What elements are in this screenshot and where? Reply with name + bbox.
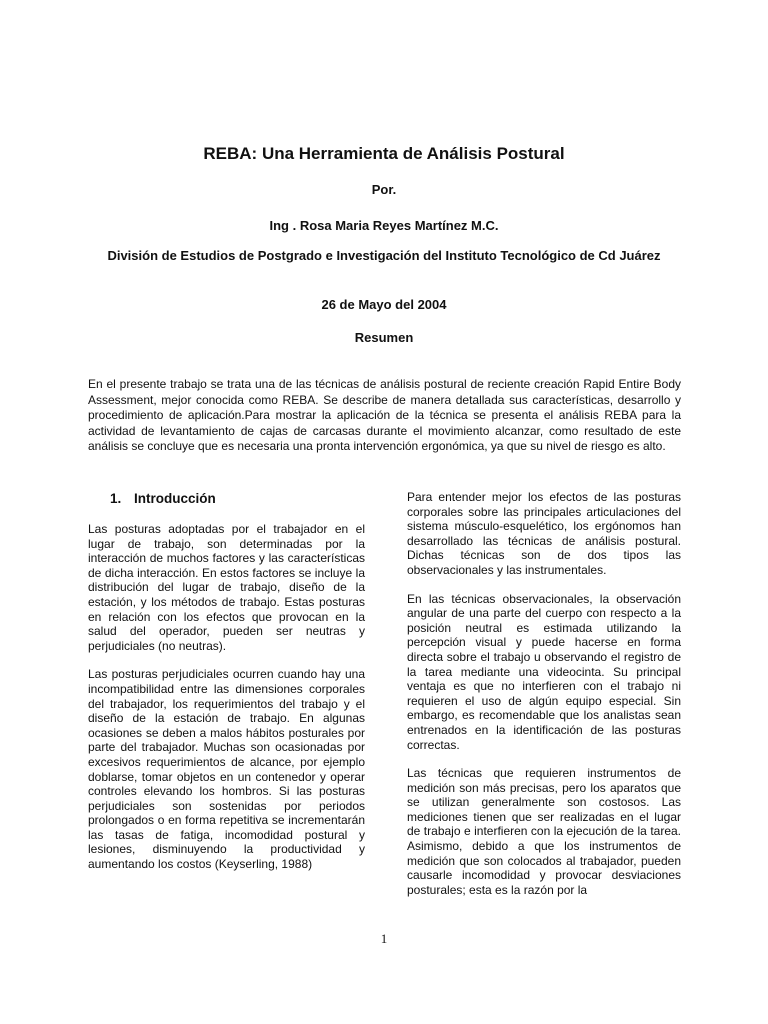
paragraph: En las técnicas observacionales, la observación angular de una parte del cuerpo con respecto a la posición neutral es estimada utilizando la percepción visual y puede hacerse en forma directa sobre el trabajo u observando el registro de la tarea mediante una videocinta. Su principal ventaja es que no interfieren con el trabajo ni requieren el uso de algún equipo especial. Sin embargo, es recomendable que los analistas sean entrenados en la identificación de las posturas correctas. [407,591,681,752]
abstract-heading: Resumen [354,330,414,345]
by-label: Por. [371,182,397,197]
section-heading-introduction [110,491,216,506]
section-number: 1. [110,491,122,506]
right-column [407,490,681,911]
page-number: 1 [380,931,388,946]
left-column [88,522,365,886]
author-affiliation: División de Estudios de Postgrado e Investigación del Instituto Tecnológico de Cd Juárez [107,248,661,263]
section-title: Introducción [134,491,216,506]
paragraph: Para entender mejor los efectos de las posturas corporales sobre las principales articulaciones del sistema músculo-esquelético, los ergónomos han desarrollado las técnicas de análisis postural. Dichas técnicas son de dos tipos las observacionales y las instrumentales. [407,490,681,577]
paragraph: Las posturas adoptadas por el trabajador en el lugar de trabajo, son determinadas por la interacción de muchos factores y las características de dicha interacción. En estos factores se incluye la distribución del lugar de trabajo, diseño de la estación, y los métodos de trabajo. Estas posturas en relación con los efectos que provocan en la salud del operador, pueden ser neutras y perjudiciales (no neutras). [88,522,365,653]
abstract-text: En el presente trabajo se trata una de las técnicas de análisis postural de reciente creación Rapid Entire Body Assessment, mejor conocida como REBA. Se describe de manera detallada sus características, desarrollo y procedimiento de aplicación.Para mostrar la aplicación de la técnica se presenta el análisis REBA para la actividad de levantamiento de cajas de carcasas durante el movimiento alcanzar, como resultado de este análisis se concluye que es necesaria una pronta intervención ergonómica, ya que su nivel de riesgo es alto. [88,377,681,453]
paragraph: Las posturas perjudiciales ocurren cuando hay una incompatibilidad entre las dimensiones corporales del trabajador, los requerimientos del trabajo y el diseño de la estación de trabajo. En algunas ocasiones se deben a malos hábitos posturales por parte del trabajador. Muchas son ocasionadas por excesivos requerimientos de alcance, por ejemplo doblarse, tomar objetos en un contenedor y operar controles elevando los hombros. Si las posturas perjudiciales son sostenidas por periodos prolongados o en forma repetitiva se incrementarán las tasas de fatiga, incomodidad postural y lesiones, disminuyendo la productividad y aumentando los costos (Keyserling, 1988) [88,667,365,872]
paragraph: Las técnicas que requieren instrumentos de medición son más precisas, pero los aparatos que se utilizan generalmente son costosos. Las mediciones tienen que ser realizadas en el lugar de trabajo e interfieren con la ejecución de la tarea. Asimismo, debido a que los instrumentos de medición que son colocados al trabajador, pueden causarle incomodidad y provocar desviaciones posturales; esta es la razón por la [407,766,681,897]
publication-date: 26 de Mayo del 2004 [321,297,447,312]
paper-title: REBA: Una Herramienta de Análisis Postural [203,144,565,163]
author-name: Ing . Rosa Maria Reyes Martínez M.C. [269,218,499,233]
